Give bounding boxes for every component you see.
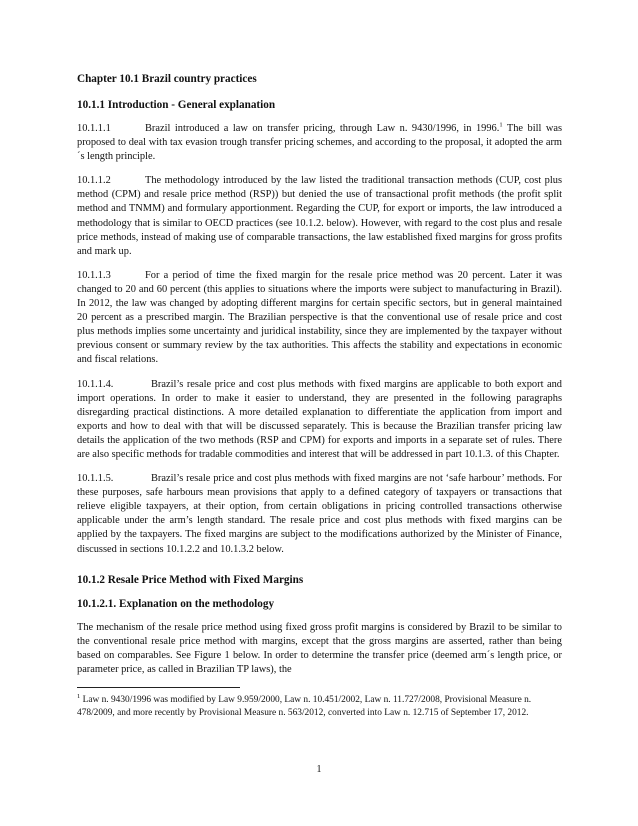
paragraph-text: Brazil’s resale price and cost plus methods with fixed margins are applicable to both export and import operations. In order to make it easier to understand, they are presented in the following paragraphs disregarding practical distinctions. A more detailed explanation to differentiate the application from import and exports and how to deal with that will be discussed separately. This is because the Brazilian transfer pricing law details the application of the two methods (RSP and CPM) for exports and imports in a separate set of rules. There are also specific methods for tradable commodities and interest that will be addressed in part 10.1.3. of this Chapter. bbox=[77, 378, 562, 460]
paragraph-10-1-1-3 bbox=[77, 269, 562, 368]
page-number: 1 bbox=[316, 764, 322, 775]
subsection-heading-methodology: 10.1.2.1. Explanation on the methodology bbox=[77, 597, 275, 610]
paragraph-number: 10.1.1.3 bbox=[77, 269, 111, 281]
chapter-title: Chapter 10.1 Brazil country practices bbox=[77, 73, 257, 85]
paragraph-10-1-1-2 bbox=[77, 174, 562, 259]
paragraph-text-continued: The bill was proposed to deal with tax evasion trough transfer pricing schemes, and according to the proposal, it adopted the arm´s length principle. bbox=[77, 123, 562, 163]
footnote-separator bbox=[77, 687, 240, 688]
section-heading-resale-price: 10.1.2 Resale Price Method with Fixed Margins bbox=[77, 573, 304, 586]
paragraph-number: 10.1.1.4. bbox=[77, 378, 114, 390]
paragraph-text: Brazil introduced a law on transfer pricing, through Law n. 9430/1996, in 1996. bbox=[145, 123, 500, 134]
footnote-1 bbox=[77, 694, 562, 720]
footnote-reference[interactable]: 1 bbox=[499, 121, 503, 129]
document-page bbox=[77, 72, 562, 720]
paragraph-number: 10.1.1.2 bbox=[77, 175, 111, 187]
paragraph-methodology-body: The mechanism of the resale price method using fixed gross profit margins is considered by Brazil to be similar to the conventional resale price method with margins, except that the gross margins are asserted, rather than being based on comparables. See Figure 1 below. In order to determine the transfer price (deemed arm´s length price, or parameter price, as called in Brazilian TP laws), the bbox=[77, 621, 562, 675]
paragraph-text: The methodology introduced by the law listed the traditional transaction methods (CUP, cost plus method (CPM) and resale price method (RSP)) but denied the use of transactional profit methods (the profit split method and TNMM) and formulary apportionment. Regarding the CUP, for export or imports, the law introduced a methodology that is similar to OECD practices (see 10.1.2. below). However, with regard to the cost plus and resale price methods, instead of making use of comparable transactions, the law established fixed margins for gross profits and mark up. bbox=[77, 175, 562, 257]
paragraph-text: For a period of time the fixed margin for the resale price method was 20 percent. Later it was changed to 20 and 60 percent (this applies to situations where the imports were subject to manufacturing in Brazil). In 2012, the law was changed by adopting different margins for certain specific sectors, but in general maintained 20 percent as a prescribed margin. The Brazilian perspective is that the conventional use of resale price and cost plus methods implies some uncertainty and juridical instability, since they are implemented by the taxpayer without previous consent or summary review by the tax authorities. This affects the stability and expectations in economic and fiscal relations. bbox=[77, 269, 562, 366]
section-heading-introduction: 10.1.1 Introduction - General explanation bbox=[77, 99, 276, 111]
footnote-text: Law n. 9430/1996 was modified by Law 9.959/2000, Law n. 10.451/2002, Law n. 11.727/2008, Provisional Measure n. 478/2009, and more recently by Provisional Measure n. 563/2012, converted into Law n. 12.715 of September 17, 2012. bbox=[77, 695, 532, 718]
paragraph-text: Brazil’s resale price and cost plus methods with fixed margins are not ‘safe harbour’ methods. For these purposes, safe harbours mean provisions that apply to a defined category of taxpayers or transactions that relieve eligible taxpayers, at their option, from certain obligations in pricing controlled transactions otherwise applicable under the arm’s length standard. The resale price and cost plus methods with fixed margins can be applied by the taxpayers. The fixed margins are subject to the modifications authorized by the Minister of Finance, discussed in sections 10.1.2.2 and 10.1.3.2 below. bbox=[77, 473, 562, 555]
paragraph-10-1-1-5 bbox=[77, 472, 562, 557]
footnote-mark: 1 bbox=[77, 692, 81, 700]
paragraph-10-1-1-4 bbox=[77, 378, 562, 463]
paragraph-number: 10.1.1.5. bbox=[77, 473, 114, 485]
paragraph-10-1-1-1 bbox=[77, 122, 562, 164]
paragraph-number: 10.1.1.1 bbox=[77, 123, 111, 134]
